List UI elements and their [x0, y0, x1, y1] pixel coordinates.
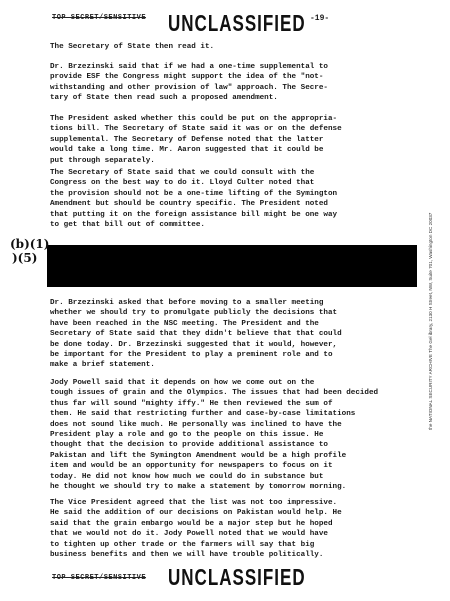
exemption-note-line-1: (b)(1): [10, 237, 50, 251]
classification-marking-top: TOP SECRET/SENSITIVE: [52, 14, 147, 22]
paragraph-6: Jody Powell said that it depends on how we come out on the tough issues of grain and the Olympics. The issues that had been decided thus far will sound "mighty iffy." He then reviewed the sum of them. He said that restricting further and case-by-case limitations does not sound like much. He personally was inclined to have the President play a role and go to the people on this issue. He thought that the decision to provide additional assistance to Pakistan and lift the Symington Amendment would be a high profile item and would be an opportunity for newspapers to focus on it today. He did not know how much we could do in substance but he thought we should try to make a statement by tomorrow morning.: [50, 379, 379, 492]
exemption-note-line-2: )(5): [12, 251, 38, 265]
unclassified-stamp-top: UNCLASSIFIED: [168, 10, 306, 37]
page-number: -19-: [310, 14, 330, 23]
paragraph-3: The President asked whether this could be put on the appropria- tions bill. The Secretary of State said it was or on the defense supplemental. The Secretary of Defense noted that the latter would take a long time. Mr. Aaron suggested that it could be put through separately.: [50, 115, 342, 165]
unclassified-stamp-bottom: UNCLASSIFIED: [168, 564, 306, 591]
paragraph-1: The Secretary of State then read it.: [50, 43, 215, 51]
classification-marking-bottom: TOP SECRET/SENSITIVE: [52, 574, 147, 582]
paragraph-2: Dr. Brzezinski said that if we had a one-time supplemental to provide ESF the Congress might support the idea of the "not- withstanding and other provision of law" approach. The Secre- tary of State then read such a proposed amendment.: [50, 63, 328, 103]
paragraph-7: The Vice President agreed that the list was not too impressive. He said the addition of our decisions on Pakistan would help. He said that the grain embargo would be a major step but he hoped that we would not do it. Jody Powell noted that we would have to tighten up other trade or the farmers will say that big business benefits and then we will have trouble politically.: [50, 499, 342, 560]
paragraph-4: The Secretary of State said that we could consult with the Congress on the best way to do it. Lloyd Culter noted that the provision should not be a one-time lifting of the Symington Amendment but should be country specific. The President noted that putting it on the foreign assistance bill might be one way to get that bill out of committee.: [50, 169, 338, 230]
archive-side-stamp: the NATIONAL SECURITY ARCHIVE The Gel ibrary, 2130 H Street, NW, Suite 701, Washington DC 20037: [428, 212, 433, 430]
redaction-block: [47, 245, 417, 287]
paragraph-5: Dr. Brzezinski asked that before moving to a smaller meeting whether we should try to promulgate publicly the decisions that have been reached in the NSC meeting. The President and the Secretary of State said that they didn't believe that that could be done today. Dr. Brzezinski suggested that it would, however, be important for the President to play a preminent role and to make a brief statement.: [50, 299, 342, 370]
